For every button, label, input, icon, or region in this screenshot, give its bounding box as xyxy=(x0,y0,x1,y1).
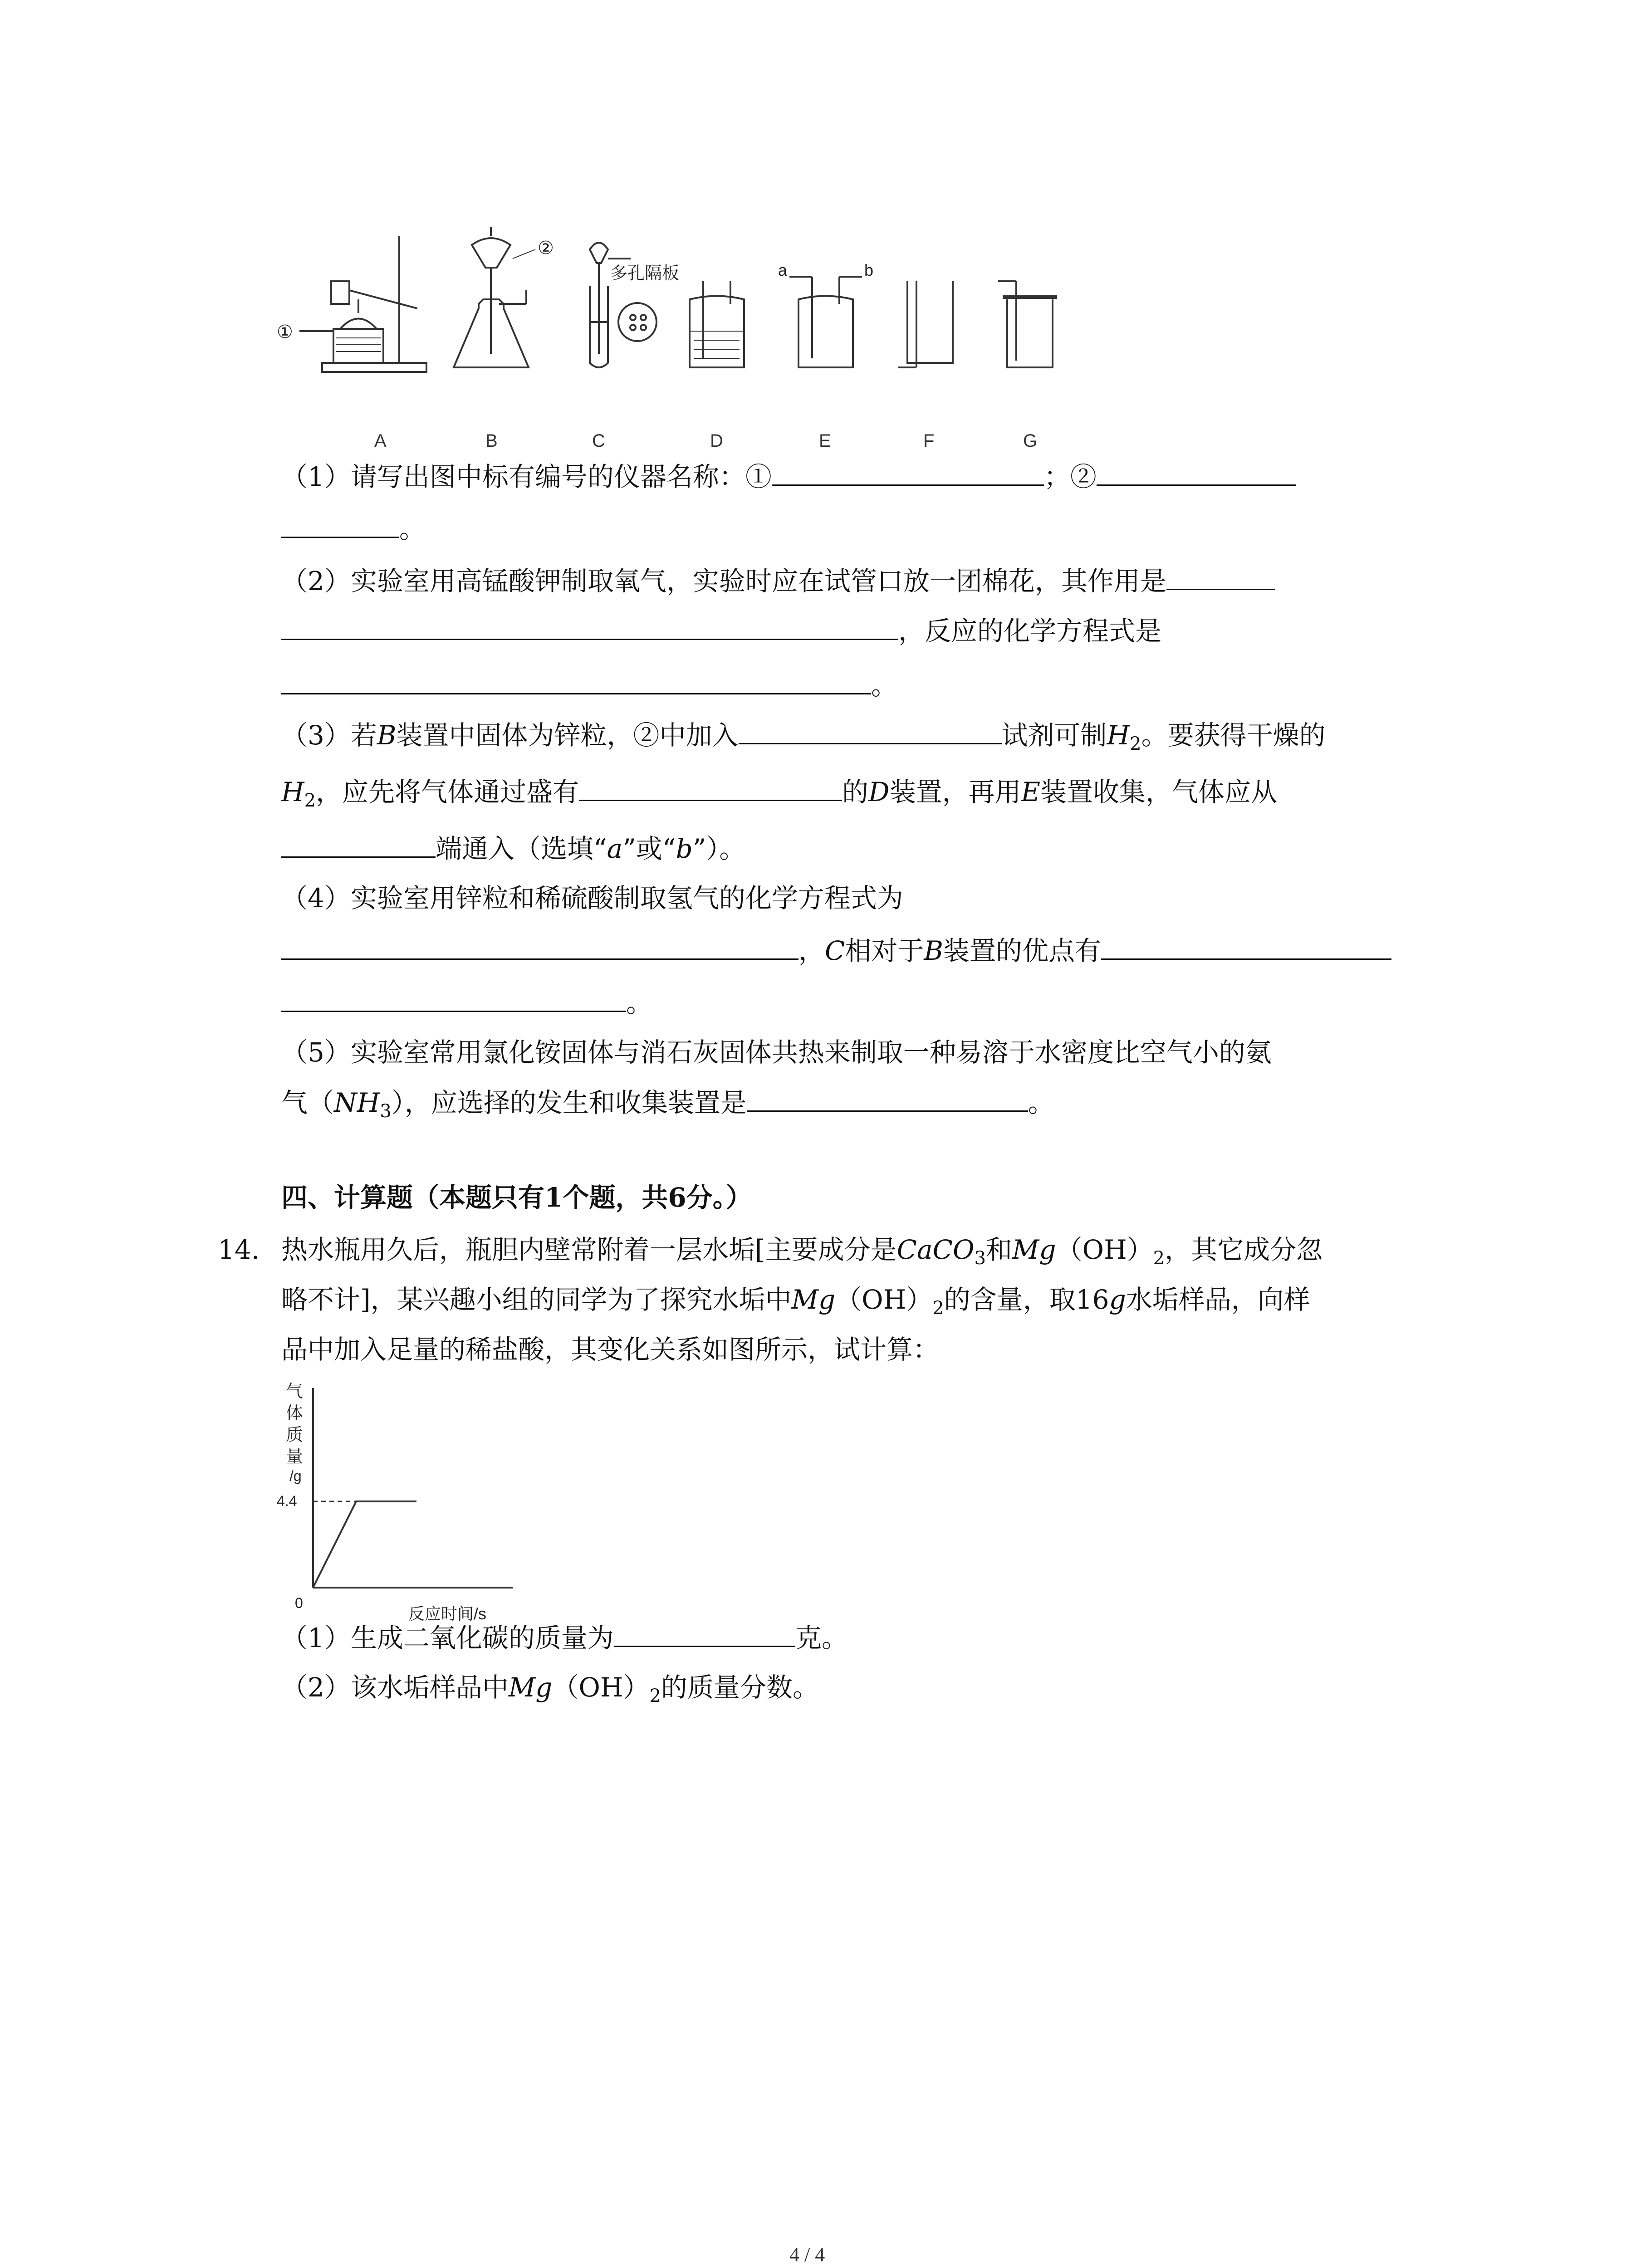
q2-blank-2[interactable] xyxy=(281,667,871,694)
label-g: G xyxy=(1023,431,1038,451)
apparatus-c xyxy=(590,243,656,367)
q14-number: 14. xyxy=(218,1234,260,1265)
q4-blank-1[interactable] xyxy=(281,932,798,960)
apparatus-b xyxy=(454,227,535,367)
q1-blank-2-cont[interactable] xyxy=(281,510,399,538)
q2-line1: （2）实验室用高锰酸钾制取氧气，实验时应在试管口放一团棉花，其作用是 xyxy=(281,562,1275,599)
q14-sub2: （2）该水垢样品中$Mg(OH)_2$的质量分数。 xyxy=(281,1672,819,1706)
ylabel-unit: /g xyxy=(289,1468,302,1484)
q1-line2: 。 xyxy=(281,510,426,547)
label-b: B xyxy=(485,431,498,451)
ylabel-char-3: 质 xyxy=(286,1426,304,1445)
port-a-label: a xyxy=(778,261,788,279)
q4-line1: （4）实验室用锌粒和稀硫酸制取氢气的化学方程式为 xyxy=(281,883,903,914)
label-d: D xyxy=(710,431,723,451)
q4-line3: 。 xyxy=(281,984,652,1021)
q3-line2: $H_2$，应先将气体通过盛有 的D装置，再用E装置收集，气体应从 xyxy=(281,773,1277,810)
gas-mass-chart-svg xyxy=(272,1379,526,1624)
ylabel-char-1: 气 xyxy=(286,1382,304,1401)
port-b-label: b xyxy=(864,261,874,279)
q14-line3: 品中加入足量的稀盐酸，其变化关系如图所示，试计算： xyxy=(281,1334,940,1365)
q14-line1-text: 热水瓶用久后，瓶胆内壁常附着一层水垢[主要成分是CaCO$_3$和$Mg(OH)_2$，其它成分忽 xyxy=(281,1234,1323,1269)
q3-blank-3[interactable] xyxy=(281,830,436,858)
q14-line1 xyxy=(218,1232,260,1268)
apparatus-diagram xyxy=(272,218,1180,463)
apparatus-a xyxy=(299,236,426,372)
q14-sub1: （1）生成二氧化碳的质量为 克。 xyxy=(281,1619,848,1656)
q3-line3: 端通入（选填“a”或“b”）。 xyxy=(281,830,745,867)
marker-2: ② xyxy=(538,238,554,258)
label-c: C xyxy=(592,431,605,451)
page-number: 4 / 4 xyxy=(789,2244,825,2266)
q5-line1: （5）实验室常用氯化铵固体与消石灰固体共热来制取一种易溶于水密度比空气小的氨 xyxy=(281,1037,1272,1068)
apparatus-f xyxy=(898,281,953,367)
q5-blank-1[interactable] xyxy=(747,1084,1028,1112)
q1-blank-2[interactable] xyxy=(1097,458,1296,486)
q4-line2: ，C相对于B装置的优点有 xyxy=(281,932,1391,969)
q2-line3: 。 xyxy=(281,667,897,704)
series-line xyxy=(313,1501,416,1588)
q14-line2: 略不计]，某兴趣小组的同学为了探究水垢中$Mg(OH)_2$的含量，取16g水垢样品，向样 xyxy=(281,1284,1310,1319)
label-f: F xyxy=(923,431,935,451)
label-e: E xyxy=(819,431,831,451)
ylabel-char-4: 量 xyxy=(286,1447,304,1466)
ylabel-char-2: 体 xyxy=(286,1404,304,1423)
q3-line1: （3）若B装置中固体为锌粒，②中加入 试剂可制$H_2$。要获得干燥的 xyxy=(281,717,1326,753)
ytick-label: 4.4 xyxy=(277,1493,297,1509)
xlabel: 反应时间/s xyxy=(408,1604,487,1623)
apparatus-g xyxy=(998,281,1057,367)
marker-1: ① xyxy=(277,322,293,342)
q2-blank-1-cont[interactable] xyxy=(281,612,898,640)
apparatus-figure xyxy=(272,218,1180,463)
q3-blank-1[interactable] xyxy=(739,717,1002,744)
perforated-plate-label: 多孔隔板 xyxy=(610,264,680,283)
q5-line2: 气$(NH_3)$，应选择的发生和收集装置是 。 xyxy=(281,1084,1054,1121)
q2-line2: ，反应的化学方程式是 xyxy=(281,612,1161,649)
q4-blank-2[interactable] xyxy=(1101,932,1391,960)
q14-blank-1[interactable] xyxy=(614,1619,795,1647)
apparatus-e xyxy=(789,277,862,367)
section4-title: 四、计算题（本题只有1个题，共6分。） xyxy=(281,1182,752,1213)
q4-blank-2-cont[interactable] xyxy=(281,984,626,1012)
label-a: A xyxy=(374,431,387,451)
apparatus-d xyxy=(690,281,744,367)
q2-blank-1[interactable] xyxy=(1166,562,1275,590)
gas-mass-chart xyxy=(272,1379,526,1624)
q1-line1: （1）请写出图中标有编号的仪器名称：① ；② xyxy=(281,458,1296,495)
origin-label: 0 xyxy=(295,1595,303,1611)
q3-blank-2[interactable] xyxy=(579,773,842,801)
q1-blank-1[interactable] xyxy=(772,458,1044,486)
